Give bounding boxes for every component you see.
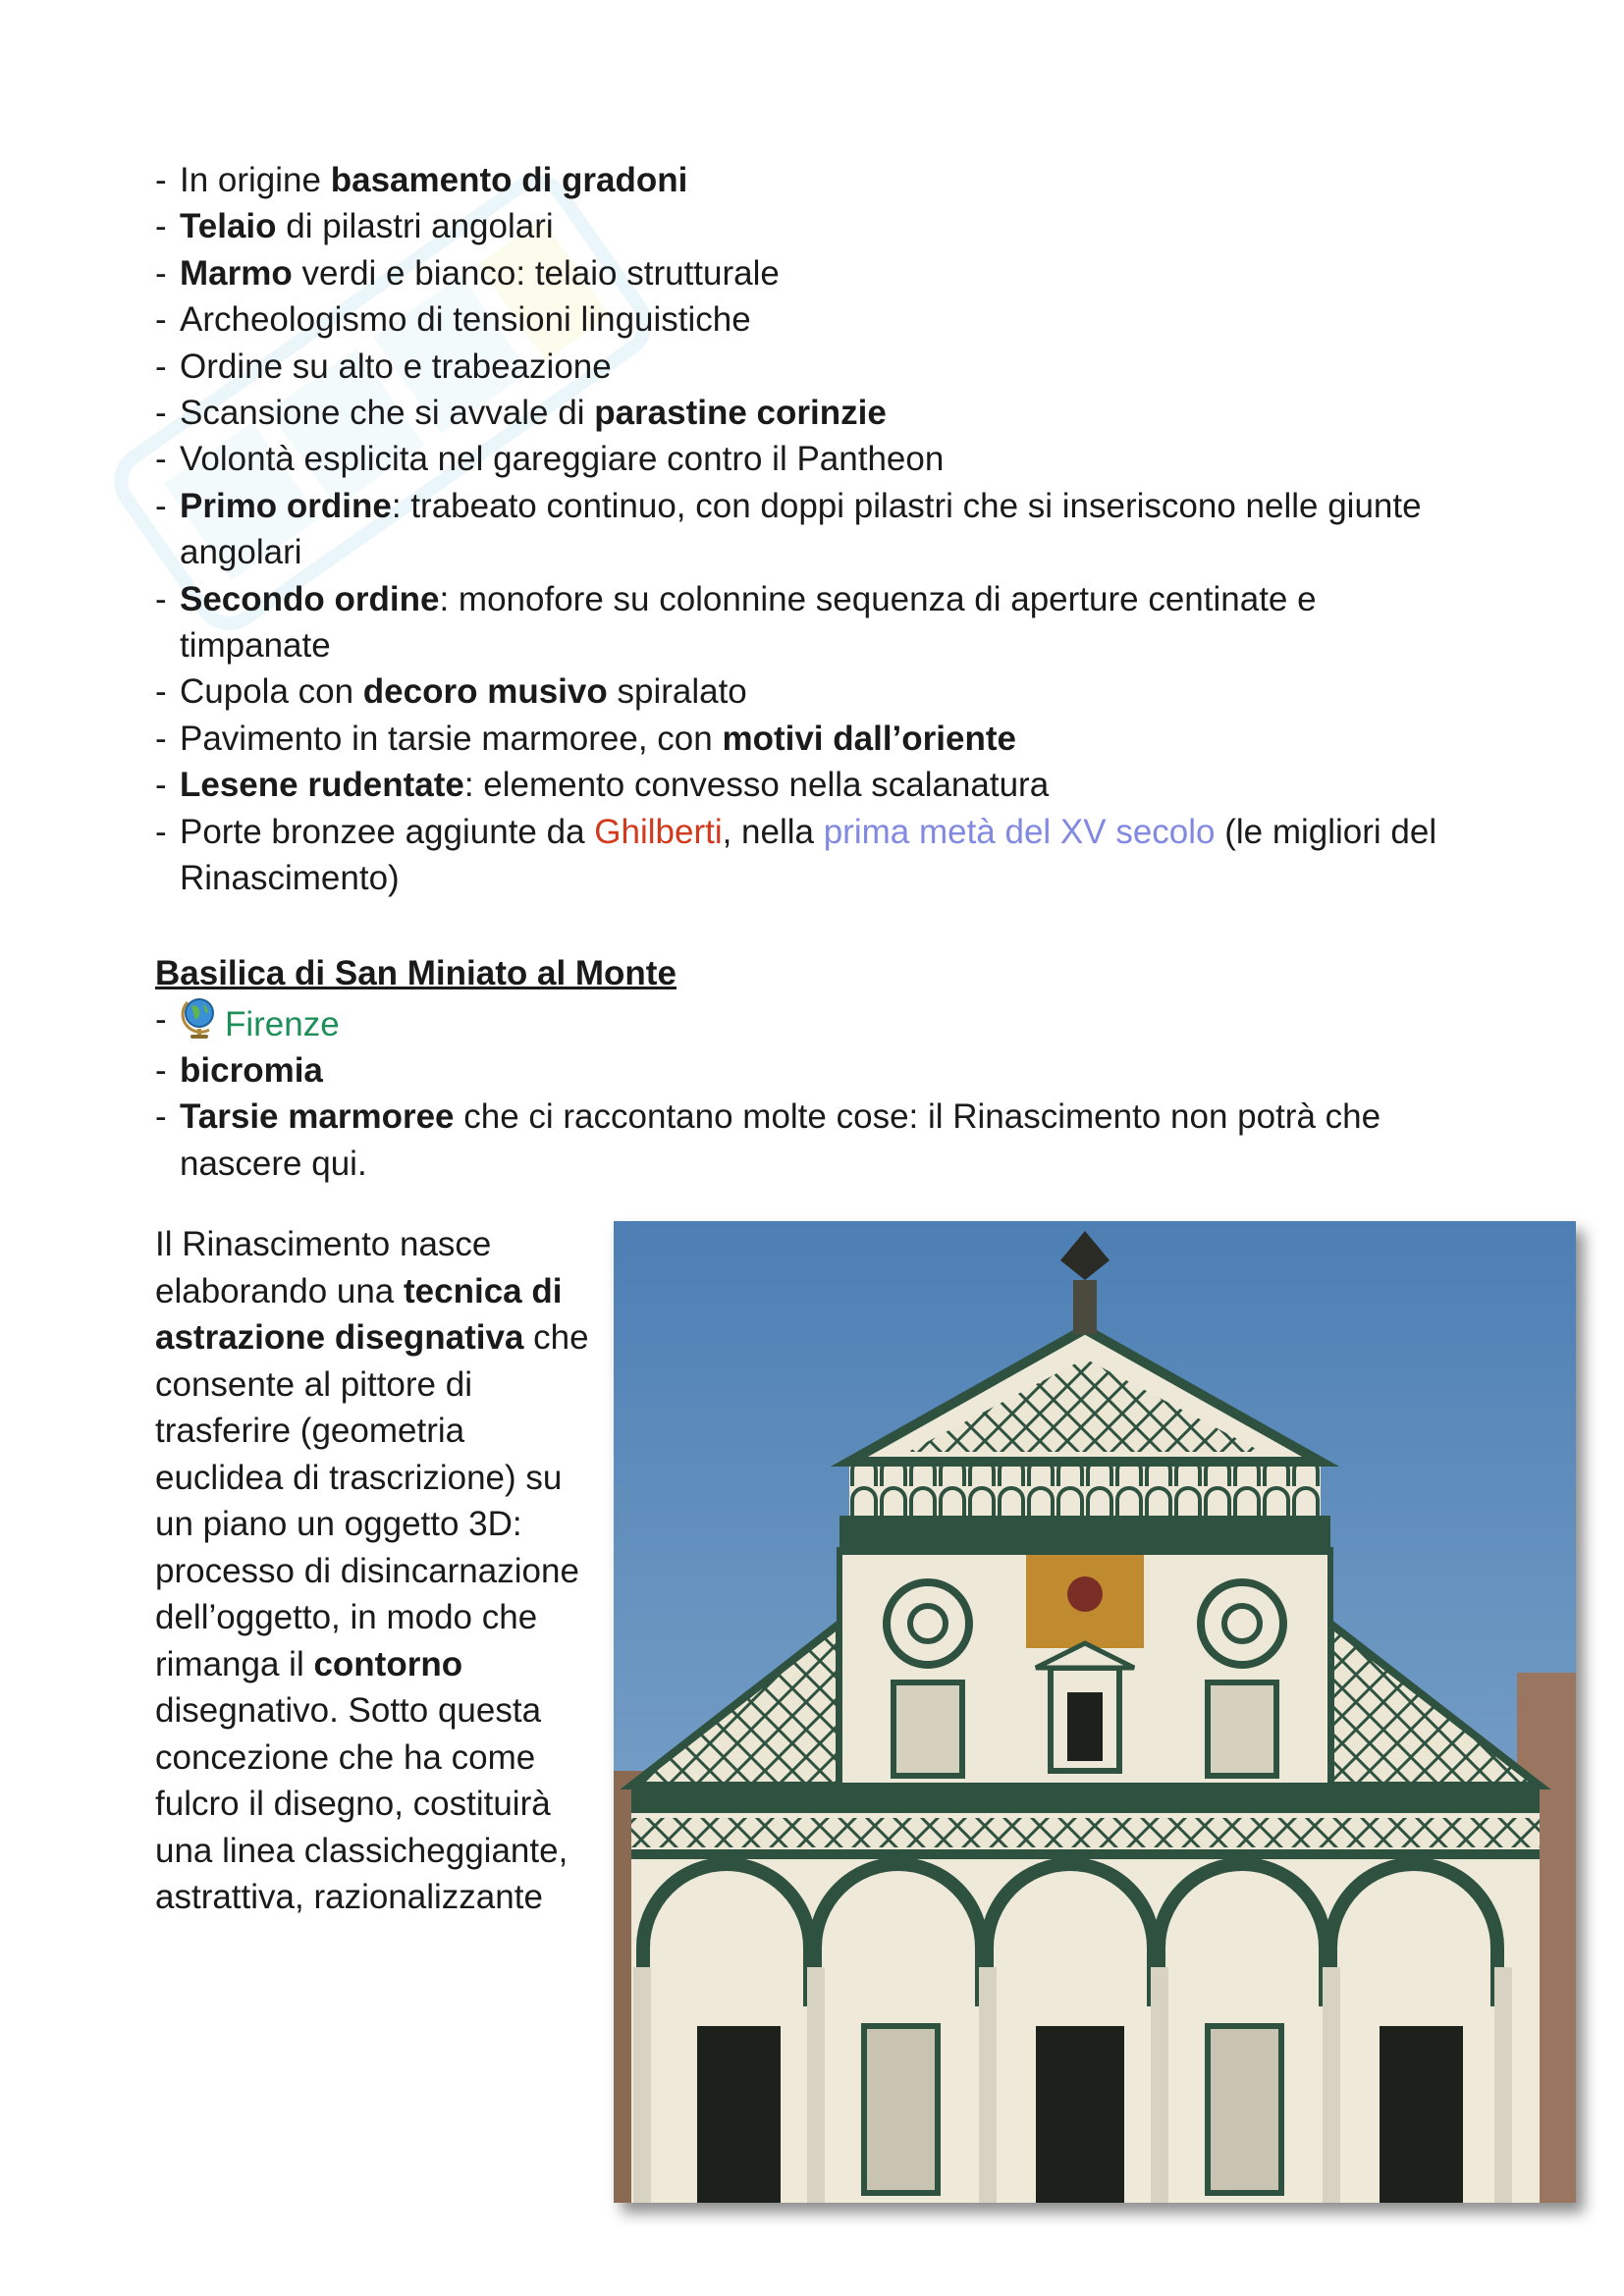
text-run: verdi e bianco: telaio strutturale [292, 253, 780, 293]
bottom-block [155, 1221, 1471, 2222]
text-run: spiralato [607, 672, 747, 712]
list-item [155, 157, 1471, 203]
text-run: disegnativo. Sotto questa concezione che ha come fulcro il disegno, costituirà una linea classicheggiante, astrattiva, razionalizzante [155, 1691, 568, 1917]
bold-text: bicromia [180, 1050, 323, 1090]
text-run: (le migliori del Rinascimento) [180, 812, 1437, 898]
text-run: Scansione che si avvale di [180, 394, 595, 433]
list-item [155, 576, 1471, 669]
text-run: Volontà esplicita nel gareggiare contro il Pantheon [180, 440, 945, 479]
bold-text: parastine corinzie [594, 394, 887, 433]
text-run: : trabeato continuo, con doppi pilastri che si inseriscono nelle giunte angolari [180, 486, 1422, 572]
text-run: Cupola con [180, 672, 363, 712]
bold-text: Telaio [180, 207, 277, 246]
bold-text: Primo ordine [180, 486, 392, 525]
text-run: Ordine su alto e trabeazione [180, 347, 612, 386]
text-run: : elemento convesso nella scalanatura [463, 766, 1050, 805]
bold-text: basamento di gradoni [330, 161, 688, 199]
bold-text: contorno [313, 1644, 463, 1683]
text-run: che ci raccontano molte cose: il Rinascimento non potrà che nascere qui. [180, 1097, 1381, 1183]
green-text: Firenze [225, 1004, 340, 1043]
text-run: Pavimento in tarsie marmoree, con [180, 719, 723, 758]
text-run: , nella [722, 812, 824, 851]
text-run: Porte bronzee aggiunte da [180, 812, 595, 851]
globe-icon [180, 996, 219, 1040]
feature-list [155, 157, 1471, 902]
list-item [155, 762, 1471, 808]
document-page [155, 157, 1471, 2222]
bold-text: motivi dall’oriente [722, 719, 1016, 758]
list-item [155, 344, 1471, 390]
list-item [155, 296, 1471, 343]
text-run: che consente al pittore di trasferire (geometria euclidea di trascrizione) su un piano un oggetto 3D: processo di disincarnazione dell’oggetto, in modo che rimanga il [155, 1318, 589, 1683]
list-item [155, 668, 1471, 715]
text-run: : monofore su colonnine sequenza di aperture centinate e timpanate [180, 579, 1317, 666]
bold-text: Marmo [180, 253, 293, 293]
text-run: di pilastri angolari [276, 207, 554, 246]
text-run: In origine [180, 161, 331, 199]
list-item [155, 996, 1471, 1047]
church-facade-photo [614, 1221, 1576, 2203]
list-item [155, 716, 1471, 762]
text-run: Archeologismo di tensioni linguistiche [180, 300, 751, 340]
list-item [155, 483, 1471, 576]
description-paragraph [155, 1221, 592, 1921]
section-heading: Basilica di San Miniato al Monte [155, 953, 677, 992]
list-item [155, 203, 1471, 249]
bold-text: Tarsie marmoree [180, 1097, 455, 1137]
list-item [155, 390, 1471, 436]
list-item [155, 250, 1471, 296]
bold-text: Secondo ordine [180, 579, 440, 618]
bold-text: Lesene rudentate [180, 766, 464, 805]
list-item [155, 436, 1471, 482]
text-run: Il Rinascimento nasce elaborando una [155, 1225, 492, 1310]
bold-text: tecnica di astrazione disegnativa [155, 1271, 563, 1358]
bold-text: decoro musivo [362, 672, 608, 712]
section-list [155, 996, 1471, 1188]
blue-text: prima metà del XV secolo [823, 812, 1216, 851]
list-item [155, 1047, 1471, 1094]
list-item [155, 1094, 1471, 1187]
red-text: Ghilberti [594, 812, 723, 851]
list-item [155, 809, 1471, 902]
